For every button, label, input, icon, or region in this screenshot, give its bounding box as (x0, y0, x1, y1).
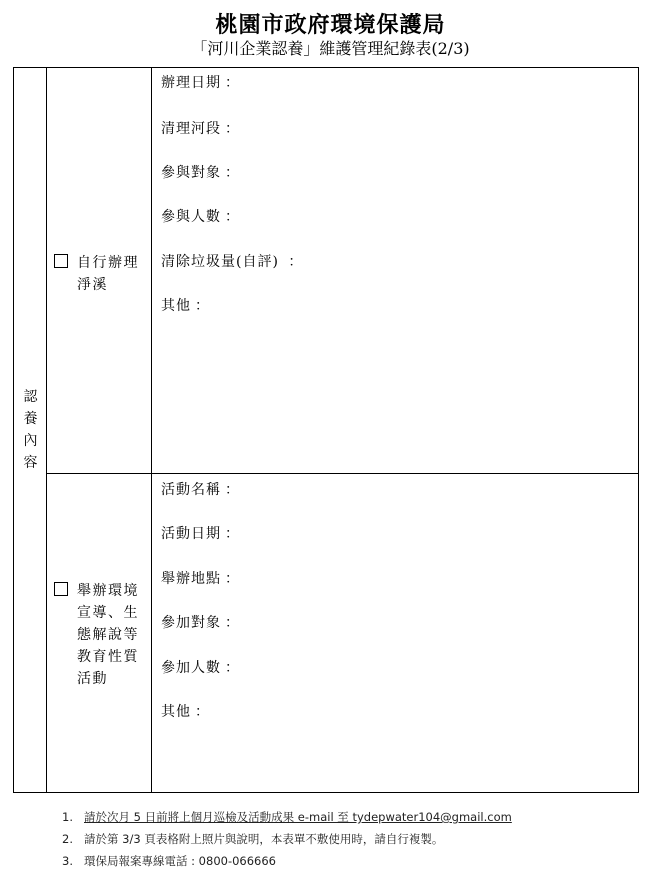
note-email-text: 請於次月 5 日前將上個月巡檢及活動成果 e-mail 至 tydepwater104@gmail.com (84, 810, 512, 824)
record-form-table (13, 67, 639, 793)
field-event-date: 辦理日期 ： (161, 75, 240, 91)
field-attendees: 參加對象 ： (161, 615, 240, 631)
field-attendee-count: 參加人數 ： (161, 660, 240, 676)
field-other-1: 其他 ： (161, 298, 210, 314)
self-cleanup-label: 自行辦理淨溪 (77, 255, 139, 293)
field-participants: 參與對象 ： (161, 165, 240, 181)
form-subtitle: 「河川企業認養」維護管理紀錄表(2/3) (191, 39, 470, 58)
field-participant-count: 參與人數 ： (161, 209, 240, 225)
field-garbage-amount: 清除垃圾量(自評) ： (161, 254, 304, 270)
field-river-section: 清理河段 ： (161, 121, 240, 137)
field-venue: 舉辦地點 ： (161, 571, 240, 587)
self-cleanup-checkbox[interactable] (54, 254, 68, 268)
row-divider (46, 473, 638, 474)
page-title: 桃園市政府環境保護局 (215, 12, 446, 38)
section-label-adoption-content: 認 養 內 容 (23, 389, 38, 471)
field-other-2: 其他 ： (161, 704, 210, 720)
education-activity-checkbox[interactable] (54, 582, 68, 596)
field-activity-name: 活動名稱 ： (161, 482, 240, 498)
column-divider-2 (151, 68, 152, 792)
field-activity-date: 活動日期 ： (161, 526, 240, 542)
education-activity-label: 舉辦環境宣導、生態解說等教育性質活動 (77, 583, 139, 687)
